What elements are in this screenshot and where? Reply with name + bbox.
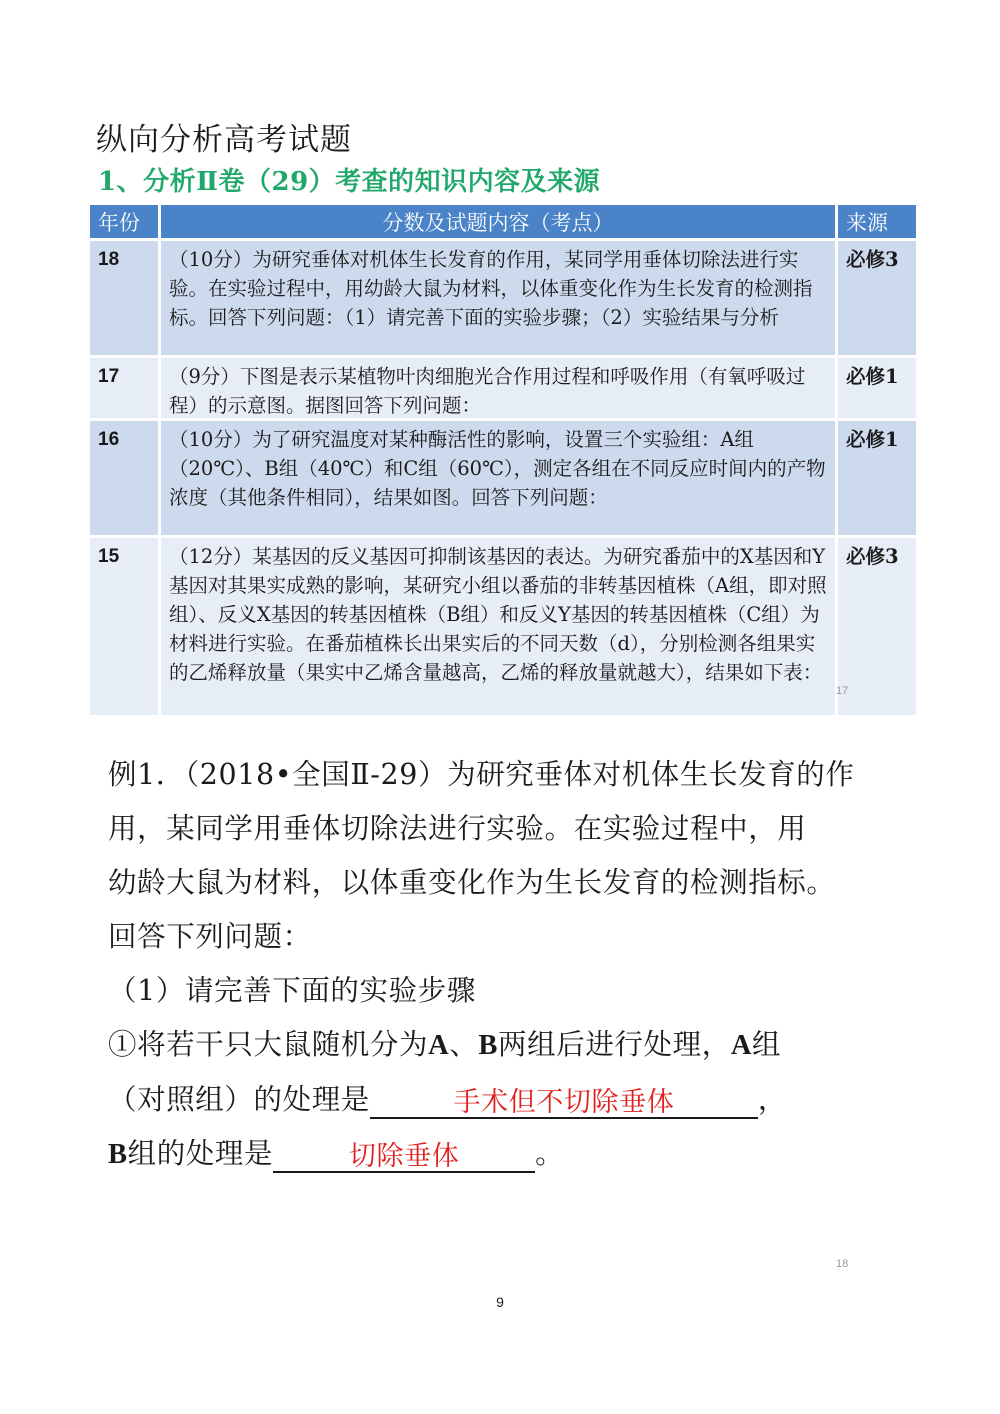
- group-b-label: B: [108, 1139, 128, 1170]
- exam-analysis-table: [90, 205, 916, 718]
- row-year: 15: [98, 546, 120, 567]
- slide-number: 18: [836, 1258, 849, 1270]
- page-number: 9: [496, 1294, 504, 1310]
- step-text: 组的处理是: [127, 1137, 274, 1170]
- row-content: （12分）某基因的反义基因可抑制该基因的表达。为研究番茄中的X基因和Y基因对其果实成熟的影响，某研究小组以番茄的非转基因植株（A组，即对照组）、反义X基因的转基因植株（B组）和反义Y基因的转基因植株（C组）为材料进行实验。在番茄植株长出果实后的不同天数（d），分别检测各组果实的乙烯释放量（果实中乙烯含量越高，乙烯的释放量就越大），结果如下表：: [158, 538, 838, 715]
- row-content: （10分）为研究垂体对机体生长发育的作用，某同学用垂体切除法进行实验。在实验过程中，用幼龄大鼠为材料，以体重变化作为生长发育的检测指标。回答下列问题：（1）请完善下面的实验步骤；（2）实验结果与分析: [158, 241, 838, 355]
- header-content: 分数及试题内容（考点）: [158, 205, 838, 238]
- table-row: [90, 358, 916, 421]
- row-year: 18: [98, 249, 120, 270]
- question-text-line: 回答下列问题：: [108, 920, 312, 953]
- header-year: 年份: [98, 211, 140, 235]
- step-text: 两组后进行处理，: [498, 1028, 731, 1061]
- group-b-label: B: [478, 1030, 499, 1061]
- answer-blank: [370, 1079, 758, 1119]
- step-text: 、: [449, 1028, 479, 1061]
- slide-subtitle: 1、分析Ⅱ卷（29）考查的知识内容及来源: [98, 167, 601, 197]
- question-step: [108, 1073, 908, 1127]
- question-text-line: 例1．（2018•全国Ⅱ-29）为研究垂体对机体生长发育的作: [108, 758, 855, 791]
- row-content: （10分）为了研究温度对某种酶活性的影响，设置三个实验组：A组（20℃）、B组（40℃）和C组（60℃），测定各组在不同反应时间内的产物浓度（其他条件相同），结果如图。回答下列问题：: [158, 421, 838, 535]
- group-a-label: A: [730, 1030, 753, 1061]
- question-step: [108, 1127, 908, 1182]
- row-source: 必修3: [846, 545, 899, 568]
- row-year: 17: [98, 366, 120, 387]
- question-step: [108, 1018, 908, 1073]
- slide-number: 17: [836, 685, 849, 697]
- question-text-line: 用，某同学用垂体切除法进行实验。在实验过程中，用: [108, 812, 807, 845]
- row-source: 必修3: [846, 248, 899, 271]
- slide-title: 纵向分析高考试题: [96, 122, 352, 158]
- table-header-row: [90, 205, 916, 241]
- slide-1: [90, 120, 916, 720]
- step-text: ，: [757, 1083, 788, 1116]
- table-row: [90, 538, 916, 718]
- step-text: 组: [752, 1028, 782, 1061]
- table-row: [90, 241, 916, 358]
- group-a-label: A: [428, 1030, 450, 1061]
- answer-blank: [273, 1133, 535, 1173]
- answer-text: 手术但不切除垂体: [453, 1087, 675, 1118]
- row-content: （9分）下图是表示某植物叶肉细胞光合作用过程和呼吸作用（有氧呼吸过程）的示意图。据图回答下列问题：: [158, 358, 838, 418]
- answer-text: 切除垂体: [348, 1141, 460, 1172]
- row-source: 必修1: [846, 428, 899, 451]
- question-text-line: 幼龄大鼠为材料，以体重变化作为生长发育的检测指标。: [108, 866, 836, 899]
- slide-2: [108, 748, 908, 1182]
- row-year: 16: [98, 429, 120, 450]
- header-source: 来源: [846, 211, 888, 235]
- table-row: [90, 421, 916, 538]
- step-text: ①将若干只大鼠随机分为: [108, 1028, 429, 1061]
- question-subpart: （1）请完善下面的实验步骤: [108, 974, 476, 1007]
- row-source: 必修1: [846, 365, 899, 388]
- step-text: 。: [535, 1137, 565, 1170]
- step-text: （对照组）的处理是: [108, 1083, 370, 1116]
